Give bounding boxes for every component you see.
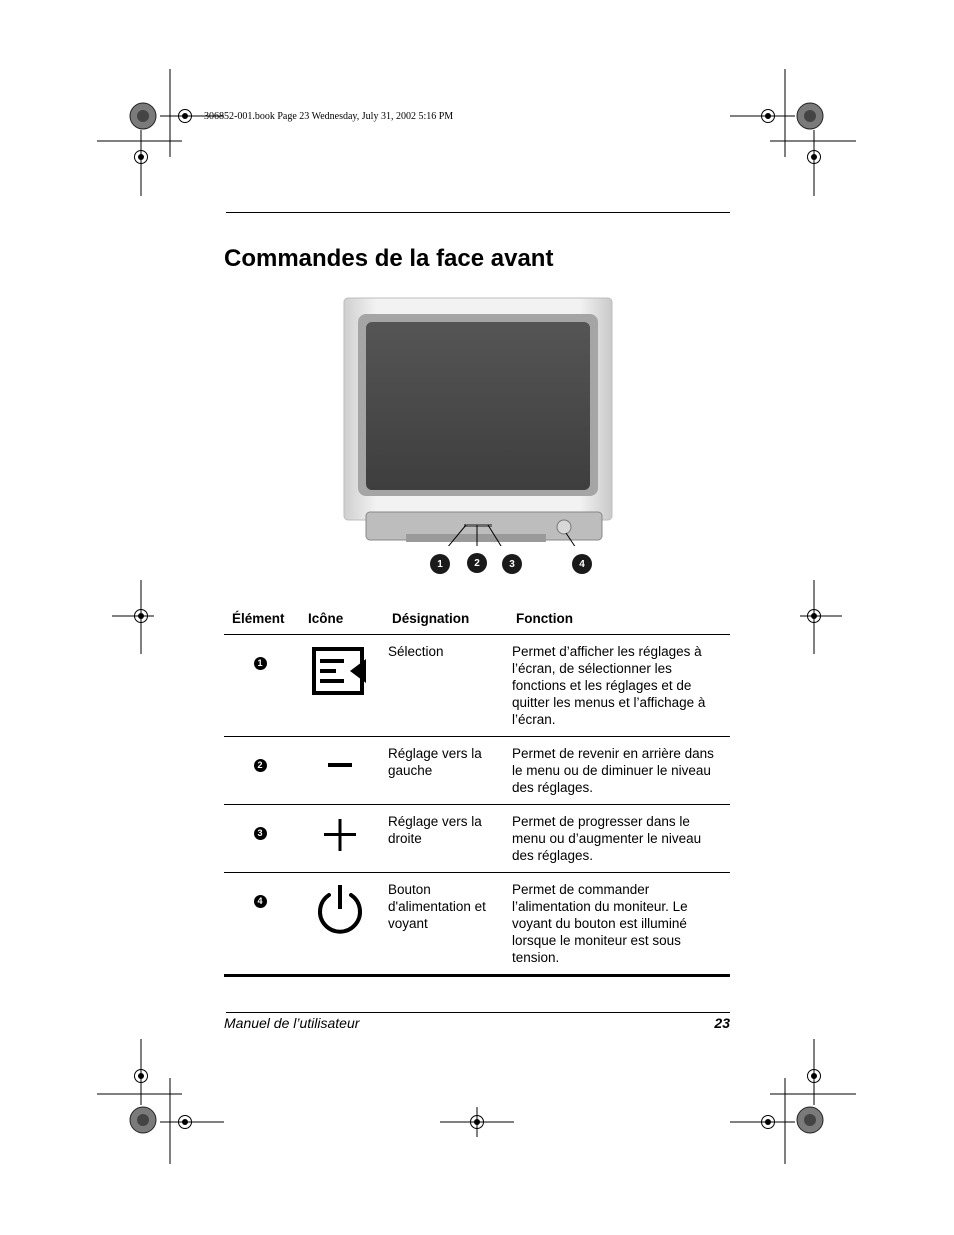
monitor-power-button	[557, 520, 571, 534]
callout-1: 1	[430, 554, 450, 574]
col-header-element: Élément	[224, 603, 300, 635]
print-header: 306852-001.book Page 23 Wednesday, July 31, 2002 5:16 PM	[204, 111, 454, 122]
minus-icon	[310, 745, 370, 785]
callout-3: 3	[502, 554, 522, 574]
row-function: Permet d’afficher les réglages à l’écran, de sélectionner les fonctions et les réglages et de quitter les menus et l’affichage à l’écran.	[508, 635, 730, 737]
menu-select-icon	[310, 645, 370, 699]
callout-2: 2	[467, 553, 487, 573]
row-function: Permet de revenir en arrière dans le menu ou de diminuer le niveau des réglages.	[508, 737, 730, 805]
row-designation: Réglage vers la gauche	[384, 737, 508, 805]
row-function: Permet de progresser dans le menu ou d’augmenter le niveau des réglages.	[508, 805, 730, 873]
page-number: 23	[714, 1015, 730, 1031]
power-icon	[310, 881, 370, 937]
controls-table	[224, 603, 730, 977]
row-designation: Réglage vers la droite	[384, 805, 508, 873]
footer-rule	[226, 1012, 730, 1013]
plus-icon	[310, 813, 370, 857]
row-marker: 1	[254, 657, 267, 670]
footer-manual-title: Manuel de l’utilisateur	[224, 1015, 360, 1031]
table-row	[224, 737, 730, 805]
row-designation: Bouton d'alimentation et voyant	[384, 873, 508, 976]
col-header-icon: Icône	[300, 603, 384, 635]
col-header-function: Fonction	[508, 603, 730, 635]
row-designation: Sélection	[384, 635, 508, 737]
table-header-row	[224, 603, 730, 635]
row-function: Permet de commander l’alimentation du moniteur. Le voyant du bouton est illuminé lorsque le moniteur est sous tension.	[508, 873, 730, 976]
table-row	[224, 805, 730, 873]
row-marker: 4	[254, 895, 267, 908]
row-marker: 3	[254, 827, 267, 840]
page-title: Commandes de la face avant	[224, 245, 554, 272]
table-row	[224, 635, 730, 737]
table-row	[224, 873, 730, 976]
monitor-illustration	[330, 296, 690, 546]
top-rule	[226, 212, 730, 213]
col-header-designation: Désignation	[384, 603, 508, 635]
row-marker: 2	[254, 759, 267, 772]
callout-4: 4	[572, 554, 592, 574]
